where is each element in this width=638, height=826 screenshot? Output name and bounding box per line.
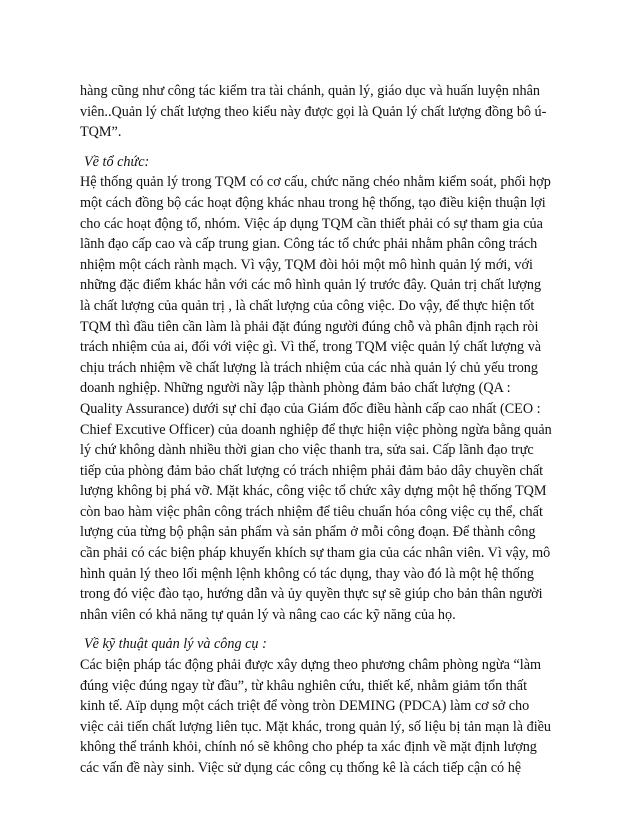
text-line: nhiệm một cách rành mạch. Vì vậy, TQM đòi hỏi một mô hình quản lý mới, với: [80, 256, 533, 273]
text-line: lý chứ không dành nhiều thời gian cho việc thanh tra, sửa sai. Cấp lãnh đạo trực: [80, 442, 534, 459]
text-line: một cách đồng bộ các hoạt động khác nhau trong hệ thống, tạo điều kiện thuận lợi: [80, 194, 546, 211]
text-line: cần phải có các biện pháp khuyến khích sự tham gia của các nhân viên. Vì vậy, mô: [80, 545, 551, 562]
text-line: hình quản lý theo lối mệnh lệnh không có tác dụng, thay vào đó là một hệ thống: [80, 565, 534, 582]
text-line: không thể tránh khỏi, chính nó sẽ không cho phép ta xác định về mặt định lượng: [80, 739, 537, 756]
text-line: kinh tế. Aïp dụng một cách triệt để vòng tròn DEMING (PDCA) làm cơ sở cho: [80, 698, 530, 715]
section-heading: Về tổ chức:: [84, 153, 150, 170]
section-techniques: [80, 634, 570, 778]
text-line: lãnh đạo cấp cao và cấp trung gian. Công tác tổ chức phải nhằm phân công trách: [80, 236, 538, 253]
text-line: tiếp của phòng đảm bảo chất lượng có trách nhiệm phải đảm bảo dây chuyền chất: [80, 462, 544, 479]
text-line: còn bao hàm việc phân công trách nhiệm để tiêu chuẩn hóa công việc cụ thể, chất: [80, 503, 543, 520]
intro-paragraph: [80, 81, 570, 143]
text-line: viên..Quản lý chất lượng theo kiểu này được gọi là Quản lý chất lượng đồng bô ú-: [80, 103, 547, 120]
section-organization: [80, 152, 570, 626]
text-line: doanh nghiệp. Những người nầy lập thành phòng đảm bảo chất lượng (QA :: [80, 380, 511, 397]
paragraph-gap: [80, 143, 570, 152]
document-body: [80, 81, 570, 779]
text-line: Hệ thống quản lý trong TQM có cơ cấu, chức năng chéo nhằm kiểm soát, phối hợp: [80, 174, 551, 191]
text-line: nhân viên có khả năng tự quản lý và nâng cao các kỹ năng của họ.: [80, 606, 456, 623]
text-line: trong đó việc đào tạo, hướng dẫn và ủy quyền thực sự sẽ giúp cho bản thân người: [80, 586, 543, 603]
text-line: hàng cũng như công tác kiểm tra tài chánh, quản lý, giáo dục và huấn luyện nhân: [80, 83, 540, 99]
text-line: cho các hoạt động tổ, nhóm. Việc áp dụng TQM cần thiết phải có sự tham gia của: [80, 215, 543, 232]
text-line: Các biện pháp tác động phải được xây dựng theo phương châm phòng ngừa “làm: [80, 657, 542, 674]
text-line: đúng việc đúng ngay từ đầu”, từ khâu nghiên cứu, thiết kế, nhằm giảm tổn thất: [80, 677, 528, 694]
text-line: là chất lượng của quản trị , là chất lượng của công việc. Do vậy, để thực hiện tốt: [80, 297, 535, 314]
text-line: lượng không bị phá vỡ. Mặt khác, công việc tổ chức xây dựng một hệ thống TQM: [80, 483, 547, 500]
text-line: Chief Excutive Officer) của doanh nghiệp để thực hiện việc phòng ngừa bằng quản: [80, 421, 552, 438]
paragraph-gap: [80, 625, 570, 634]
text-line: TQM”.: [80, 124, 122, 141]
section-heading: Về kỹ thuật quản lý và công cụ :: [84, 636, 267, 653]
text-line: những đặc điểm khác hẳn với các mô hình quản lý trước đây. Quản trị chất lượng: [80, 277, 542, 294]
text-line: việc cải tiến chất lượng liên tục. Mặt khác, trong quản lý, số liệu bị tản mạn là điều: [80, 718, 552, 735]
text-line: Quality Assurance) dưới sự chỉ đạo của Giám đốc điều hành cấp cao nhất (CEO :: [80, 400, 541, 417]
text-line: lượng của từng bộ phận sản phẩm và sản phẩm ở mỗi công đoạn. Để thành công: [80, 524, 536, 541]
text-line: các vấn đề này sinh. Việc sử dụng các công cụ thống kê là cách tiếp cận có hệ: [80, 760, 522, 776]
text-line: chịu trách nhiệm về chất lượng là trách nhiệm của các nhà quản lý chủ yếu trong: [80, 359, 538, 376]
text-line: TQM thì đầu tiên cần làm là phải đặt đúng người đúng chỗ và phân định rạch ròi: [80, 318, 539, 335]
text-line: trách nhiệm của ai, đối với việc gì. Vì thế, trong TQM việc quản lý chất lượng và: [80, 339, 542, 356]
